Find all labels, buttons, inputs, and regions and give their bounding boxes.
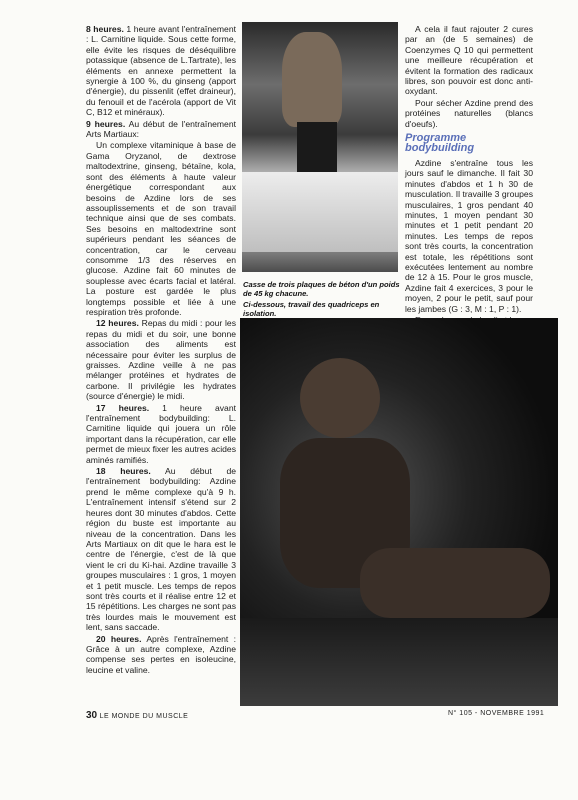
athlete-head bbox=[300, 358, 380, 438]
footer-left bbox=[86, 710, 188, 721]
right-article-column bbox=[405, 24, 533, 359]
paragraph-text: Repas du midi : pour les repas du midi et du soir, une bonne association des aliments est nécessaire pour éviter les surplus de graisses. Azdine veille à ne pas mélanger protéines et hydrates de carbone. Il privilégie les hydrates (source d'énergie) le midi. bbox=[86, 318, 237, 402]
left-paragraph bbox=[86, 634, 236, 676]
athlete-figure bbox=[282, 32, 342, 127]
quadriceps-photo bbox=[240, 318, 558, 706]
athlete-legs-bench bbox=[360, 548, 550, 618]
program-paragraph: Azdine s'entraîne tous les jours sauf le dimanche. Il fait 30 minutes d'abdos et 1 h 30 de musculation. Il travaille 3 groupes musculaires, 1 gros pendant 40 minutes, 1 moyen pendant 30 minutes et 1 petit pendant 20 minutes. Les temps de repos sont très courts, la concentration est totale, les répétitions sont exécutées lentement au nombre de 12 à 15. Pour le gros muscle, Azdine fait 4 exercices, 3 pour le moyen, 2 pour le petit, sauf pour les jambes (G : 3, M : 1, P : 1). bbox=[405, 157, 533, 314]
intro-paragraph-2: Pour sécher Azdine prend des protéines naturelles (blancs d'oeufs). bbox=[405, 97, 533, 129]
left-paragraph bbox=[86, 119, 236, 140]
magazine-name: LE MONDE DU MUSCLE bbox=[99, 713, 189, 720]
left-paragraph bbox=[86, 24, 236, 118]
paragraph-text: Un complexe vitaminique à base de Gama Oryzanol, de dextrose maltodextrine, ginseng, bétaïne, kola, sont des éléments à haute valeur énergétique correspondant aux besoins de Azdine lors de ses assouplissements et de son travail technique ainsi que de ses combats. Ses besoins en maltodextrine sont supérieurs pendant les séances de concentration, car le cerveau consomme 1/3 des réserves en glucose. Azdine fait 60 minutes de souplesse avec écarts facial et latéral. La posture est gardée le plus longtemps possible et liée à une respiration très profonde. bbox=[86, 140, 236, 317]
left-paragraph bbox=[86, 403, 236, 465]
hour-label: 18 heures. bbox=[96, 466, 151, 477]
left-article-column bbox=[86, 24, 236, 676]
page-number: 30 bbox=[86, 710, 98, 721]
hour-label: 12 heures. bbox=[96, 318, 139, 329]
left-paragraph bbox=[86, 466, 236, 633]
caption-bottom: Ci-dessous, travail des quadriceps en isolation. bbox=[243, 300, 380, 318]
caption-top: Casse de trois plaques de béton d'un poids de 45 kg chacune. bbox=[243, 280, 400, 298]
intro-paragraph-1: A cela il faut rajouter 2 cures par an (de 5 semaines) de Coenzymes Q 10 qui permettent une meilleure récupération et évitent la formation des radicaux libres, son pouvoir est donc anti-oxydant. bbox=[405, 24, 533, 97]
gym-floor bbox=[240, 618, 558, 706]
hour-label: 17 heures. bbox=[96, 402, 150, 413]
left-paragraph bbox=[86, 318, 236, 401]
hour-label: 8 heures. bbox=[86, 24, 124, 34]
paragraph-text: 1 heure avant l'entraînement : L. Carnitine liquide. Sous cette forme, elle évite les risques de déséquilibre potassique (absence de L.Tartrate), les éléments en annexe permettent la synergie à 100 %, du ginseng (apport d'énergie), du pissenlit (effet draineur), du fenouil et de l'acérola (apport de Vit C, B12 et minéraux). bbox=[86, 24, 236, 118]
paragraph-text: 1 heure avant l'entraînement bodybuilding: L. Carnitine liquide qui jouera un rôle important dans la récupération, car elle permet de mieux fixer les autres acides aminés ramifiés. bbox=[86, 402, 236, 465]
martial-arts-photo bbox=[242, 22, 398, 272]
section-title: Programme bodybuilding bbox=[405, 132, 475, 155]
left-paragraph bbox=[86, 140, 236, 317]
paragraph-text: Au début de l'entraînement bodybuilding: Azdine prend le même complexe qu'à 9 h. L'entraînement intensif s'étend sur 2 heures dont 30 minutes d'abdos. Cette région du buste est importante au niveau de la concentration. Dans les Arts Martiaux on dit que le hara est le centre de l'énergie, c'est de là que vient le cri du Ki-hai. Azdine travaille 3 groupes musculaires : 1 gros, 1 moyen et 1 petit muscle. Les temps de repos sont très courts et il réalise entre 12 et 15 répétitions. Les charges ne sont pas très lourdes mais le mouvement est lent, sans saccade. bbox=[86, 466, 237, 633]
hour-label: 20 heures. bbox=[96, 633, 142, 644]
concrete-slabs bbox=[242, 172, 398, 252]
paragraph-text: Au début de l'entraînement Arts Martiaux: bbox=[86, 118, 236, 140]
paragraph-text: Après l'entraînement : Grâce à un autre complexe, Azdine compense ses pertes en isoleucine, leucine et valine. bbox=[86, 633, 237, 675]
footer-right: N° 105 - NOVEMBRE 1991 bbox=[448, 710, 545, 717]
hour-label: 9 heures. bbox=[86, 118, 126, 129]
